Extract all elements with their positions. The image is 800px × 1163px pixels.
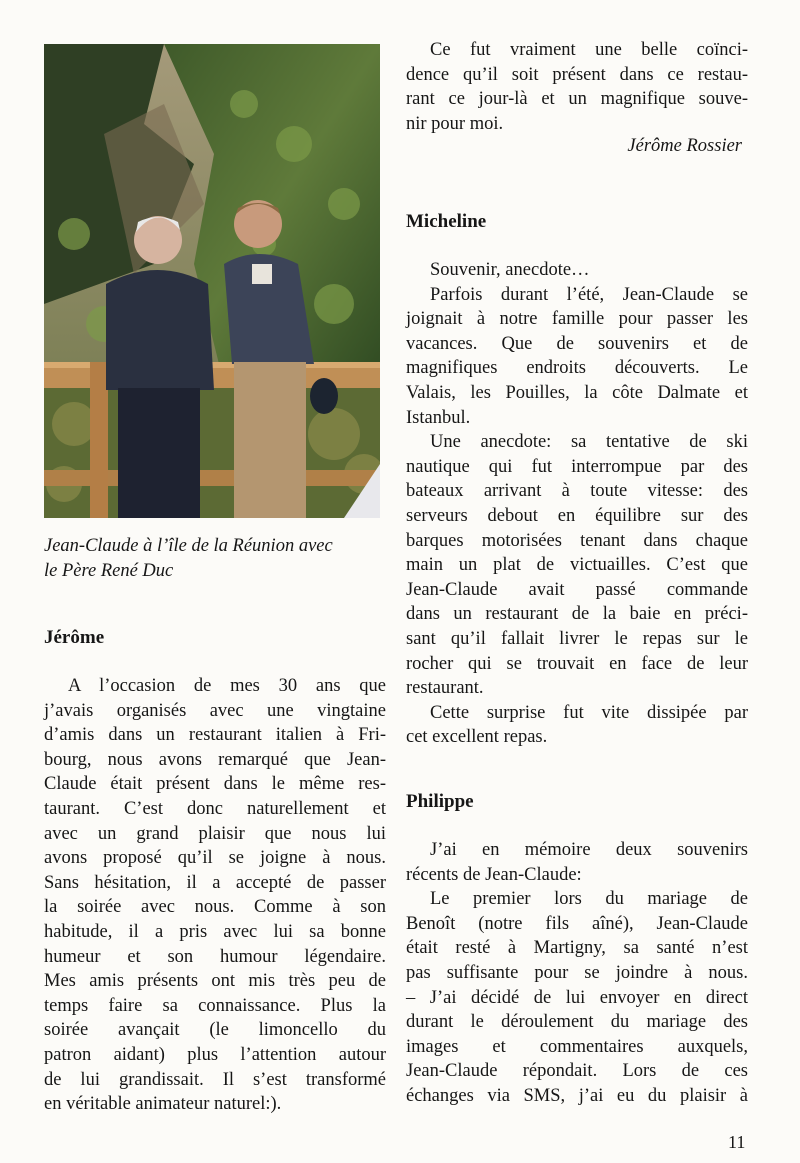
text-line: Cette surprise fut vite dissipée par: [430, 702, 748, 723]
text-line: rant ce jour-là et un magnifique souve-: [406, 89, 748, 110]
text-line: main un plat de victuailles. C’est que: [406, 555, 748, 576]
text-line: taurant. C’est donc naturellement et: [44, 798, 386, 819]
text-line: dans un restaurant de la baie en préci-: [406, 604, 748, 625]
text-line: Parfois durant l’été, Jean-Claude se: [430, 284, 748, 305]
signature-jerome-rossier: Jérôme Rossier: [627, 136, 742, 156]
text-line: récents de Jean-Claude:: [406, 864, 582, 885]
jerome-text: [44, 674, 386, 1117]
text-line: barques motorisées tenant dans chaque: [406, 530, 748, 551]
text-line: avec un grand plaisir que nous lui: [44, 823, 386, 844]
text-line: échanges via SMS, j’ai eu du plaisir à: [406, 1085, 748, 1106]
text-line: nir pour moi.: [406, 113, 504, 134]
text-line: joignait à notre famille pour passer les: [406, 309, 748, 330]
text-line: bourg, nous avons remarqué que Jean-: [44, 749, 386, 770]
text-line: rocher qui se trouvait en face de leur: [406, 653, 748, 674]
text-line: J’ai en mémoire deux souvenirs: [430, 840, 748, 860]
page-number: 11: [728, 1132, 746, 1152]
photo-caption: [44, 534, 386, 584]
text-line: habitude, il a pris avec lui sa bonne: [44, 921, 386, 942]
text-line: de lui grandissait. Il s’est transformé: [44, 1069, 386, 1090]
text-line: Valais, les Pouilles, la côte Dalmate et: [406, 382, 748, 403]
text-line: serveurs debout en équilibre sur des: [406, 505, 748, 526]
text-line: humeur et son humour légendaire.: [44, 946, 386, 967]
text-line: j’avais organisés avec une vingtaine: [44, 700, 386, 721]
photo-two-men-at-railing: [44, 44, 380, 518]
text-line: la soirée avec nous. Comme à son: [44, 897, 386, 918]
heading-micheline: Micheline: [406, 211, 487, 232]
text-line: nautique qui fut interrompue par des: [406, 456, 748, 477]
text-line: soirée avançait (le limoncello du: [44, 1020, 386, 1041]
text-line: dence qu’il soit présent dans ce restau-: [406, 64, 748, 85]
text-line: Jean-Claude avait passé commande: [406, 579, 748, 600]
text-line: Istanbul.: [406, 407, 471, 428]
text-line: sant qu’il fallait livrer le repas sur le: [406, 628, 748, 649]
text-line: Une anecdote: sa tentative de ski: [430, 432, 748, 453]
text-line: Ce fut vraiment une belle coïnci-: [430, 40, 748, 60]
heading-jerome: Jérôme: [44, 627, 105, 648]
text-line: d’amis dans un restaurant italien à Fri-: [44, 725, 386, 746]
text-line: pas suffisante pour se joindre à nous.: [406, 962, 748, 983]
text-line: patron aidant) plus l’attention autour: [44, 1044, 386, 1065]
text-line: durant le déroulement du mariage des: [406, 1012, 748, 1033]
text-line: images et commentaires auxquels,: [406, 1036, 748, 1057]
text-line: Benoît (notre fils aîné), Jean-Claude: [406, 913, 748, 934]
text-line: Souvenir, anecdote…: [430, 260, 590, 280]
text-line: magnifiques endroits découverts. Le: [406, 358, 748, 379]
text-line: vacances. Que de souvenirs et de: [406, 333, 748, 354]
micheline-text: [406, 258, 748, 750]
text-line: temps faire sa connaissance. Plus la: [44, 995, 386, 1016]
jerome-continuation: [406, 38, 748, 136]
caption-line: le Père René Duc: [44, 561, 174, 581]
text-line: Claude était présent dans le même res-: [44, 774, 386, 795]
text-line: Le premier lors du mariage de: [430, 889, 748, 910]
text-line: en véritable animateur naturel:).: [44, 1094, 282, 1115]
heading-philippe: Philippe: [406, 791, 474, 812]
text-line: Mes amis présents ont mis très peu de: [44, 971, 386, 992]
text-line: A l’occasion de mes 30 ans que: [68, 676, 386, 696]
text-line: Jean-Claude répondait. Lors de ces: [406, 1061, 748, 1082]
caption-line: Jean-Claude à l’île de la Réunion avec: [44, 536, 333, 556]
text-line: avons proposé qu’il se joigne à nous.: [44, 848, 386, 869]
photo-illustration: [44, 44, 380, 518]
text-line: Sans hésitation, il a accepté de passer: [44, 872, 386, 893]
text-line: bateaux arrivant à toute vitesse: des: [406, 481, 748, 502]
philippe-text: [406, 838, 748, 1109]
text-line: restaurant.: [406, 678, 484, 699]
text-line: cet excellent repas.: [406, 727, 548, 748]
text-line: – J’ai décidé de lui envoyer en direct: [406, 987, 748, 1008]
text-line: était resté à Martigny, sa santé n’est: [406, 938, 748, 959]
